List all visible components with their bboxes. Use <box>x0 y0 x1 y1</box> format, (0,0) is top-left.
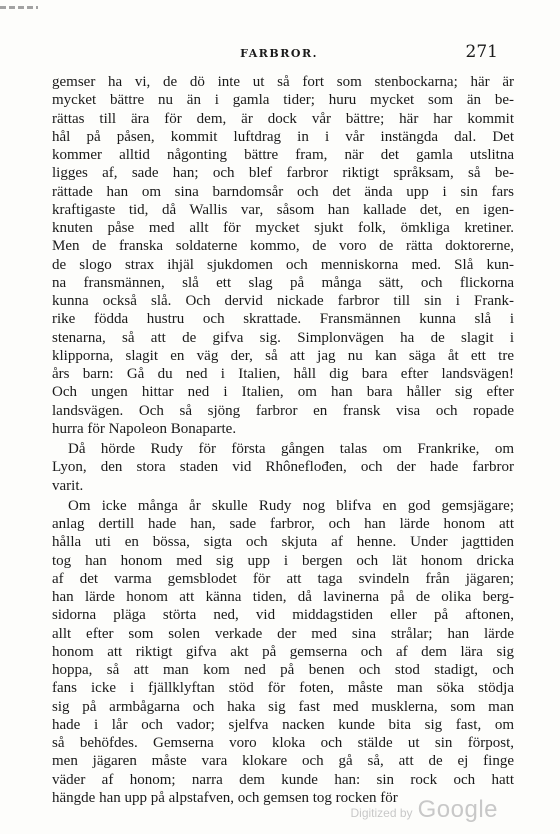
text-line: kraftigaste tid, då Wallis var, såsom han kallade det, en igen- <box>52 201 514 218</box>
text-line: hurra för Napoleon Bonaparte. <box>52 420 237 437</box>
text-line: ligges af, sade han; och blef farbror riktigt språksam, så be- <box>52 165 514 182</box>
text-line: tog han honom med sig upp i bergen och lät honom dricka <box>52 552 514 569</box>
text-line: fans icke i fjällklyftan stöd för foten, måste man söka stödja <box>52 680 514 697</box>
digitized-by-google-watermark <box>350 796 498 824</box>
text-line: hängde han upp på alpstafven, och gemsen tog rocken för <box>52 789 398 806</box>
text-line: han lärde honom att känna tiden, då lavinerna på de olika berg- <box>52 589 514 605</box>
paragraph <box>52 73 514 438</box>
text-line: rättas till ära för dem, är dock vår bättre; här har kommit <box>52 110 514 127</box>
paragraph <box>52 440 514 495</box>
text-line: hade i lår och vador; sjelfva nacken kunde bita sig fast, om <box>52 716 514 733</box>
running-head <box>60 42 498 67</box>
text-line: års barn: Gå du ned i Italien, håll dig bara efter landsvägen! <box>52 366 514 382</box>
text-line: så behöfdes. Gemserna voro kloka och stälde ut sin förpost, <box>52 735 514 751</box>
text-line: sidorna pläga störta ned, vid middagstiden eller på aftonen, <box>52 607 514 624</box>
watermark-prefix: Digitized by <box>350 806 413 820</box>
text-line: Om icke många år skulle Rudy nog blifva en god gemsjägare; <box>68 497 514 514</box>
text-line: af det varma gemsblodet för att taga svindeln från jägaren; <box>52 570 514 587</box>
text-line: na fransmännen, slå ett slag på många sätt, och flickorna <box>52 274 514 291</box>
text-line: allt efter som solen verkade der med sina strålar; han lärde <box>52 625 514 642</box>
body-text <box>52 73 514 807</box>
text-line: knuten påse med allt för mycket sjukt folk, ömkliga kretiner. <box>52 220 514 236</box>
paragraph <box>52 497 514 807</box>
running-title: FARBROR. <box>240 47 318 60</box>
text-line: väder af honom; narra dem kunde han: sin rock och hatt <box>52 771 514 788</box>
scan-edge-mark <box>0 6 38 9</box>
text-line: anlag dertill hade han, sade farbror, och han lärde honom att <box>52 516 514 532</box>
text-line: Då hörde Rudy för första gången talas om Frankrike, om <box>68 441 514 457</box>
text-line: Men de franska soldaterne kommo, de voro de rätta doktorerne, <box>52 238 514 255</box>
text-line: rättade han om sina barndomsår och det ända upp i sin fars <box>52 183 514 200</box>
google-logo: Google <box>417 796 498 823</box>
text-line: gemser ha vi, de dö inte ut så fort som stenbockarna; här är <box>52 74 514 90</box>
text-line: hål på påsen, kommit luftdrag in i vår instängda dal. Det <box>52 128 514 145</box>
text-line: men jägaren måste vara klokare och gå så, att de ej finge <box>52 753 514 770</box>
text-line: varit. <box>52 477 84 494</box>
text-line: stenarna, så att de gifva sig. Simplonvägen ha de slagit i <box>52 329 514 346</box>
text-line: sig på armbågarna och haka sig fast med musklerna, som man <box>52 698 514 715</box>
text-line: honom att riktigt gifva akt på gemserna och af dem lära sig <box>52 643 514 660</box>
text-line: Och ungen hittar ned i Italien, om han bara håller sig efter <box>52 384 514 401</box>
text-line: rike födda hustru och skrattade. Fransmännen kunna slå i <box>52 311 514 328</box>
text-line: klipporna, slagit en väg der, så att jag nu kan säga åt ett tre <box>52 347 514 364</box>
text-line: hoppa, så att man kom ned på benen och stod stadigt, och <box>52 662 514 678</box>
text-line: kunna också slå. Och dervid nickade farbror till sin i Frank- <box>52 293 514 309</box>
text-line: hålla uti en bössa, sigta och skjuta af henne. Under jagttiden <box>52 534 514 551</box>
text-line: landsvägen. Och så sjöng farbror en fransk visa och ropade <box>52 402 514 419</box>
text-line: kommer alltid någonting bättre fram, när det gamla utslitna <box>52 147 514 163</box>
text-line: de slogo strax ihjäl sjukdomen och menniskorna med. Slå kun- <box>52 256 514 273</box>
text-line: Lyon, den stora staden vid Rhôneflođen, och der hade farbror <box>52 459 514 476</box>
page-number: 271 <box>465 42 498 62</box>
text-line: mycket bättre nu än i gamla tider; huru mycket som än be- <box>52 92 514 109</box>
